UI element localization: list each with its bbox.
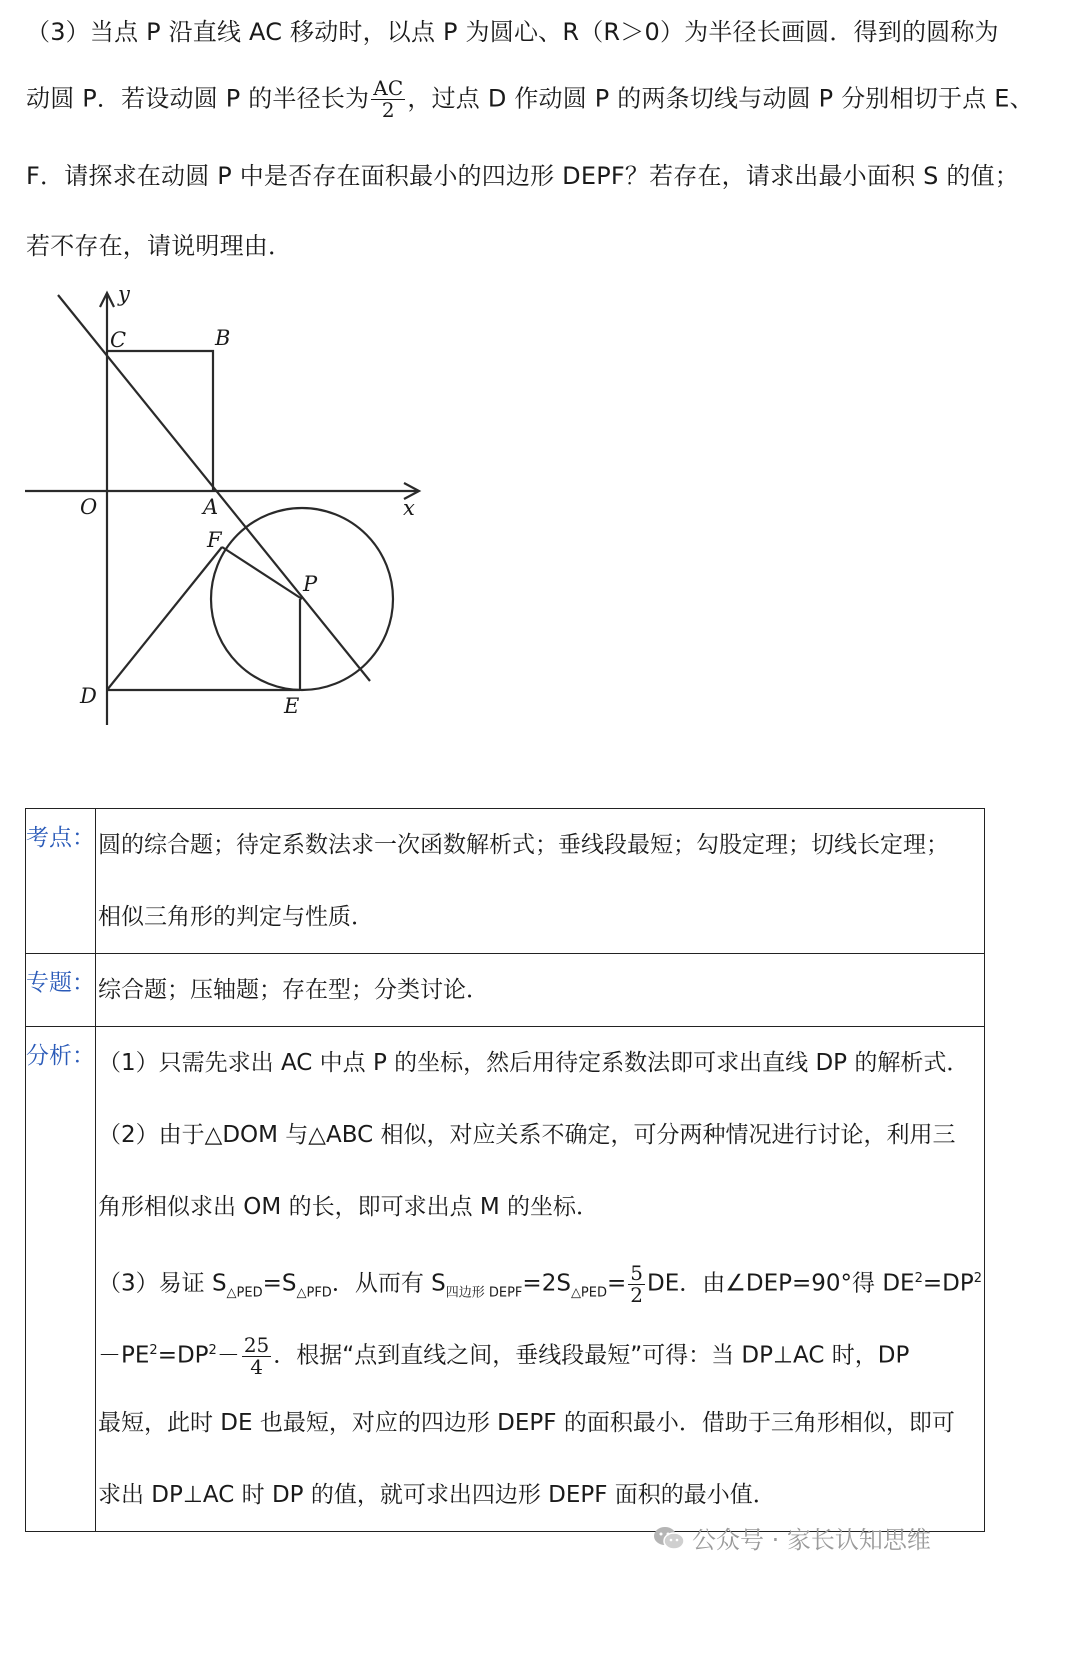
- geometry-figure: [20, 285, 440, 735]
- label-d: D: [80, 684, 97, 708]
- problem-line-2-end: ，过点 D 作动圆 P 的两条切线与动圆 P 分别相切于点 E、: [407, 84, 1034, 113]
- segment-fp: [222, 547, 302, 599]
- problem-line-3: F．请探求在动圆 P 中是否存在面积最小的四边形 DEPF？若存在，请求出最小面积 S 的值；: [26, 162, 1019, 190]
- kaodian-label: 考点：: [26, 809, 96, 954]
- fraction-numerator: AC: [373, 76, 404, 100]
- fenxi-line-2: （2）由于△DOM 与△ABC 相似，对应关系不确定，可分两种情况进行讨论，利用三: [98, 1122, 956, 1148]
- label-b: B: [215, 326, 231, 350]
- twentyfive-quarters-fraction: [242, 1332, 271, 1379]
- kaodian-line-2: 相似三角形的判定与性质．: [98, 904, 374, 930]
- label-x: x: [403, 496, 415, 520]
- kaodian-content: [96, 809, 985, 954]
- wechat-icon: [652, 1525, 686, 1557]
- fraction-denominator: 4: [250, 1354, 263, 1379]
- table-row-fenxi: [26, 1027, 985, 1532]
- fenxi-l5-c: －: [216, 1342, 240, 1369]
- analysis-table: [25, 808, 985, 1532]
- fraction-denominator: 2: [630, 1282, 644, 1307]
- fenxi-l5-b: =DP: [157, 1342, 209, 1369]
- label-c: C: [110, 328, 127, 352]
- ac-over-2-fraction: [371, 78, 405, 121]
- fenxi-l4-g: =DP: [922, 1270, 974, 1297]
- fenxi-label: 分析：: [26, 1027, 96, 1532]
- fenxi-l4-d: =2S: [522, 1270, 571, 1297]
- fenxi-l4-sub1: △PED: [226, 1285, 263, 1301]
- fenxi-line-7: 求出 DP⊥AC 时 DP 的值，就可求出四边形 DEPF 面积的最小值．: [98, 1482, 776, 1508]
- fenxi-line-6: 最短，此时 DE 也最短，对应的四边形 DEPF 的面积最小．借助于三角形相似，即可: [98, 1410, 955, 1436]
- label-p: P: [303, 572, 318, 596]
- label-a: A: [203, 495, 219, 519]
- label-o: O: [80, 495, 98, 519]
- fenxi-l4-sup2: 2: [973, 1271, 983, 1286]
- fenxi-l4-sup1: 2: [914, 1271, 923, 1286]
- fenxi-line-4: [98, 1243, 982, 1315]
- fenxi-l5-sup1: 2: [149, 1343, 158, 1358]
- zhuanti-content: [96, 954, 985, 1027]
- fenxi-l4-sub4: △PED: [570, 1285, 607, 1301]
- fenxi-l4-b: =S: [262, 1270, 297, 1297]
- label-e: E: [284, 694, 300, 718]
- fenxi-l5-d: ．根据“点到直线之间，垂线段最短”可得：当 DP⊥AC 时，DP: [273, 1342, 910, 1369]
- zhuanti-line-1: 综合题；压轴题；存在型；分类讨论．: [98, 977, 489, 1003]
- problem-line-4: 若不存在，请说明理由．: [26, 232, 293, 260]
- fenxi-line-1: （1）只需先求出 AC 中点 P 的坐标，然后用待定系数法即可求出直线 DP 的解析式．: [98, 1050, 970, 1076]
- problem-line-1: （3）当点 P 沿直线 AC 移动时，以点 P 为圆心、R（R＞0）为半径长画圆．得到的圆称为: [26, 18, 999, 46]
- watermark-text: 公众号 · 家长认知思维: [692, 1526, 931, 1554]
- table-row-zhuanti: [26, 954, 985, 1027]
- fenxi-l4-sub2: △PFD: [296, 1285, 332, 1301]
- zhuanti-label: 专题：: [26, 954, 96, 1027]
- fenxi-line-5: [98, 1315, 982, 1387]
- fenxi-l4-e: =: [607, 1270, 627, 1297]
- table-row-kaodian: [26, 809, 985, 954]
- fenxi-l4-a: （3）易证 S: [98, 1270, 227, 1297]
- fenxi-l5-sup2: 2: [208, 1343, 217, 1358]
- fenxi-l4-c: ．从而有 S: [331, 1270, 446, 1297]
- fenxi-l4-f: DE．由∠DEP=90°得 DE: [647, 1270, 915, 1297]
- fenxi-line-3: 角形相似求出 OM 的长，即可求出点 M 的坐标．: [98, 1194, 600, 1220]
- wechat-watermark: [652, 1520, 931, 1557]
- fenxi-l5-a: －PE: [98, 1342, 150, 1369]
- fenxi-content: [96, 1027, 985, 1532]
- segment-df: [107, 547, 222, 690]
- problem-line-2: [26, 78, 1034, 121]
- problem-line-2-start: 动圆 P．若设动圆 P 的半径长为: [26, 84, 370, 113]
- five-halves-fraction: [628, 1260, 645, 1307]
- label-y: y: [118, 285, 130, 306]
- fenxi-l4-sub3: 四边形 DEPF: [445, 1285, 523, 1301]
- kaodian-line-1: 圆的综合题；待定系数法求一次函数解析式；垂线段最短；勾股定理；切线长定理；: [98, 832, 949, 858]
- fraction-numerator: 25: [243, 1332, 270, 1357]
- fraction-denominator: 2: [381, 98, 395, 122]
- fraction-numerator: 5: [630, 1260, 644, 1285]
- label-f: F: [207, 528, 222, 552]
